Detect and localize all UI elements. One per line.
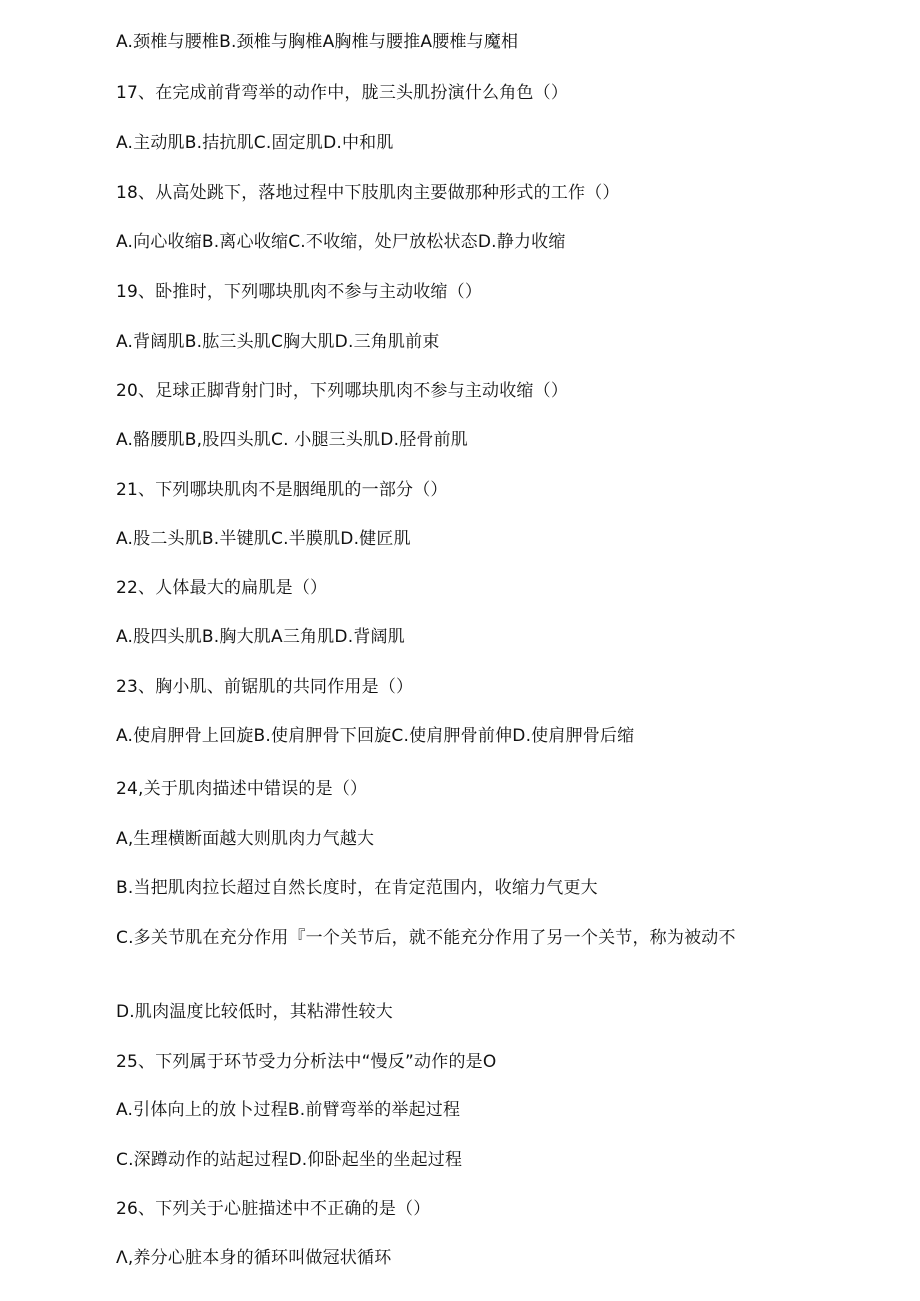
question-23: 23、胸小肌、前锯肌的共同作用是（）: [116, 677, 414, 697]
question-22: 22、人体最大的扁肌是（）: [116, 578, 328, 598]
question-18: 18、从高处跳下，落地过程中下肢肌肉主要做那种形式的工作（）: [116, 183, 620, 203]
question-24: 24,关于肌肉描述中错误的是（）: [116, 779, 368, 799]
option-line-22: A.股四头肌B.胸大肌A三角肌D.背阔肌: [116, 627, 405, 647]
option-line-19: A.背阔肌B.肱三头肌C胸大肌D.三角肌前束: [116, 332, 440, 352]
option-line-16: A.颈椎与腰椎B.颈椎与胸椎A胸椎与腰推A腰椎与魔相: [116, 32, 519, 52]
question-19: 19、卧推时，下列哪块肌肉不参与主动收缩（）: [116, 282, 483, 302]
option-line-21: A.股二头肌B.半键肌C.半膜肌D.健匠肌: [116, 529, 411, 549]
option-line-20: A.骼腰肌B,股四头肌C. 小腿三头肌D.胫骨前肌: [116, 430, 468, 450]
option-line-17: A.主动肌B.拮抗肌C.固定肌D.中和肌: [116, 133, 394, 153]
question-20: 20、足球正脚背射门时，下列哪块肌肉不参与主动收缩（）: [116, 381, 569, 401]
question-21: 21、下列哪块肌肉不是胭绳肌的一部分（）: [116, 480, 448, 500]
option-24-a: A,生理横断面越大则肌肉力气越大: [116, 829, 375, 849]
option-line-18: A.向心收缩B.离心收缩C.不收缩，处尸放松状态D.静力收缩: [116, 232, 566, 252]
option-line-25-cd: C.深蹲动作的站起过程D.仰卧起坐的坐起过程: [116, 1150, 463, 1170]
option-24-c: C.多关节肌在充分作用『一个关节后，就不能充分作用了另一个关节，称为被动不: [116, 928, 736, 948]
question-25: 25、下列属于环节受力分析法中“慢反”动作的是O: [116, 1052, 497, 1072]
question-17: 17、在完成前背弯举的动作中，胧三头肌扮演什么角色（）: [116, 83, 569, 103]
option-line-23: A.使肩胛骨上回旋B.使肩胛骨下回旋C.使肩胛骨前伸D.使肩胛骨后缩: [116, 726, 635, 746]
option-24-b: B.当把肌肉拉长超过自然长度时，在肯定范围内，收缩力气更大: [116, 878, 598, 898]
option-26-a: Λ,养分心脏本身的循环叫做冠状循环: [116, 1248, 392, 1268]
option-24-d: D.肌肉温度比较低时，其粘滞性较大: [116, 1002, 393, 1022]
question-26: 26、下列关于心脏描述中不正确的是（）: [116, 1199, 431, 1219]
option-line-25-ab: A.引体向上的放卜过程B.前臂弯举的举起过程: [116, 1100, 461, 1120]
